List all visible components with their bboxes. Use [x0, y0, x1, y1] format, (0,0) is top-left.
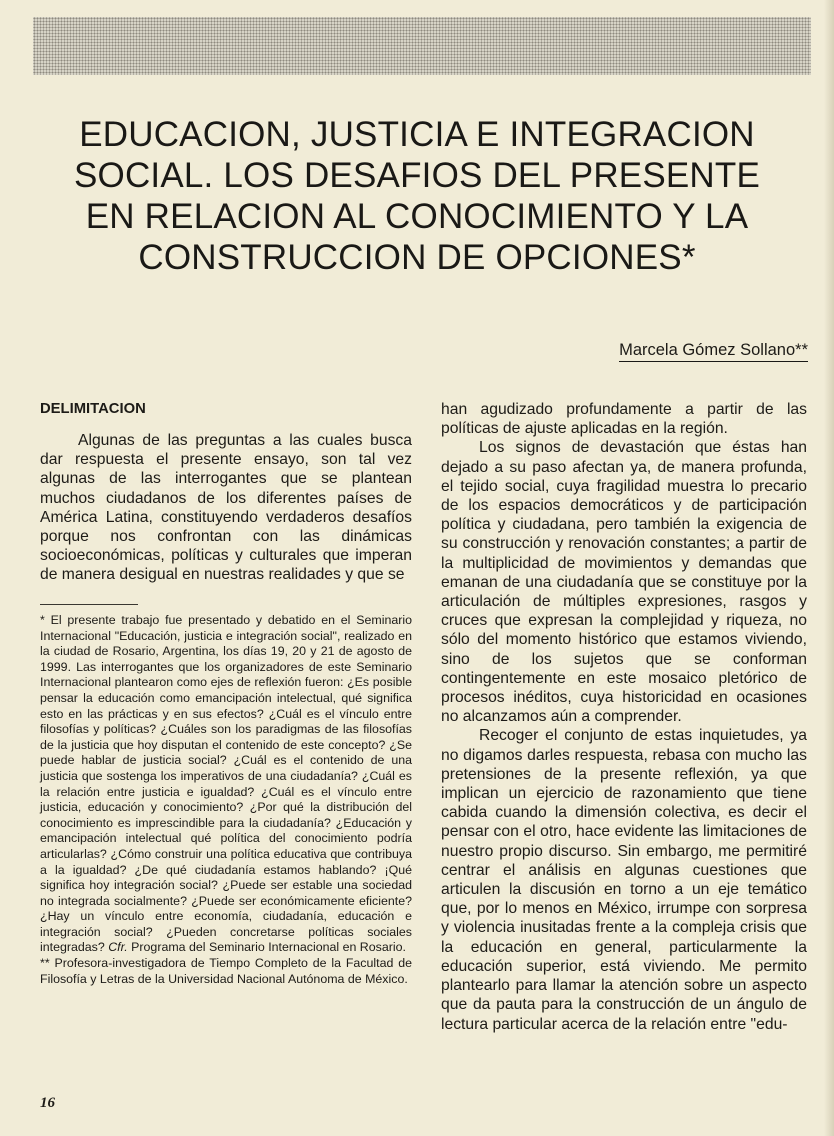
footnote-divider — [40, 604, 138, 605]
section-heading: DELIMITACION — [40, 401, 146, 417]
left-column — [40, 400, 412, 585]
title-line: EN RELACION AL CONOCIMIENTO Y LA — [85, 197, 749, 236]
article-title — [40, 114, 794, 278]
body-paragraph: Algunas de las preguntas a las cuales busca dar respuesta el presente ensayo, son tal vez algunas de las interrogantes que se plantean muchos ciudadanos de los diferentes países de América Latina, constituyendo verdaderos desafíos porque nos confrontan con las dinámicas socioeconómicas, políticas y culturales que imperan de manera desigual en nuestras realidades y que se — [40, 432, 412, 584]
footnote-2: ** Profesora-investigadora de Tiempo Completo de la Facultad de Filosofía y Letras de la Universidad Nacional Autónoma de México. — [40, 956, 412, 986]
title-line: EDUCACION, JUSTICIA E INTEGRACION — [79, 115, 755, 154]
body-paragraph: han agudizado profundamente a partir de las políticas de ajuste aplicadas en la región. — [441, 401, 807, 438]
footnote-1-text: * El presente trabajo fue presentado y debatido en el Seminario Internacional "Educación, justicia e integración social", realizado en la ciudad de Rosario, Argentina, los días 19, 20 y 21 de agosto de 1999. Las interrogantes que los organizadores de este Seminario Internacional plantearon como ejes de reflexión fueron: ¿Es posible pensar la educación como emancipación intelectual, qué significa esto en las prácticas y en sus efectos? ¿Cuál es el vínculo entre filosofías y políticas? ¿Cuáles son los paradigmas de las filosofías de la justicia que hoy disputan el contenido de este concepto? ¿Se puede hablar de justicia social? ¿Cuál es el contenido de una justicia que sostenga los imperativos de una ciudadanía? ¿Cuál es la relación entre justicia e igualdad? ¿Cuál es el vínculo entre justicia, educación y conocimiento? ¿Por qué la distribución del conocimiento es imprescindible para la ciudadanía? ¿Educación y emancipación intelectual qué política del conocimiento podría articularlas? ¿Cómo construir una política educativa que contribuya a la igualdad? ¿De qué ciudadanía estamos hablando? ¡Qué significa hoy integración social? ¿Puede ser estable una sociedad no integrada socialmente? ¿Puede ser económicamente eficiente? ¿Hay un vínculo entre economía, ciudadanía, educación e integración social? ¿Pueden concretarse políticas sociales integradas? — [40, 613, 412, 955]
title-line: SOCIAL. LOS DESAFIOS DEL PRESENTE — [73, 156, 761, 195]
title-line: CONSTRUCCION DE OPCIONES* — [138, 238, 696, 277]
body-paragraph: Recoger el conjunto de estas inquietudes, ya no digamos darles respuesta, rebasa con mucho las pretensiones de la presente reflexión, ya que implican un ejercicio de razonamiento que tiene cabida cuando la dimensión colectiva, es decir el pensar con el otro, hace evidente las limitaciones de nuestro propio discurso. Sin embargo, me permitiré centrar el análisis en algunas cuestiones que articulen la discusión en torno a un eje temático que, por lo menos en México, irrumpe con sorpresa y violencia inusitadas frente a la compleja crisis que la educación en general, particularmente la educación superior, está viviendo. Me permito plantearlo para llamar la atención sobre un aspecto que da pauta para la construcción de un ángulo de lectura particular acerca de la relación entre "edu- — [441, 727, 807, 1033]
footnote-1-text-end: Programa del Seminario Internacional en Rosario. — [127, 940, 406, 955]
footnote-1 — [40, 613, 412, 956]
body-paragraph: Los signos de devastación que éstas han dejado a su paso afectan ya, de manera profunda, el tejido social, cuya fragilidad muestra lo precario de los espacios democráticos y de participación política y ciudadana, pero también la exigencia de su construcción y renovación constantes; a partir de la multiplicidad de movimientos y demandas que emanan de una ciudadanía que se constituye por la articulación de múltiples expresiones, rasgos y cruces que expresan la complejidad y riqueza, no sólo del momento histórico que estamos viviendo, sino de los sujetos que se conforman contingentemente en este mosaico pletórico de procesos inéditos, cuya historicidad en ocasiones no alcanzamos aún a comprender. — [441, 439, 807, 726]
footnotes — [40, 613, 412, 987]
header-halftone-band — [33, 17, 811, 75]
author-name: Marcela Gómez Sollano** — [619, 339, 808, 362]
page-number: 16 — [40, 1095, 55, 1111]
footnote-1-cfr: Cfr. — [108, 940, 128, 955]
page-edge-shadow — [824, 0, 834, 1136]
right-column — [441, 400, 807, 1034]
